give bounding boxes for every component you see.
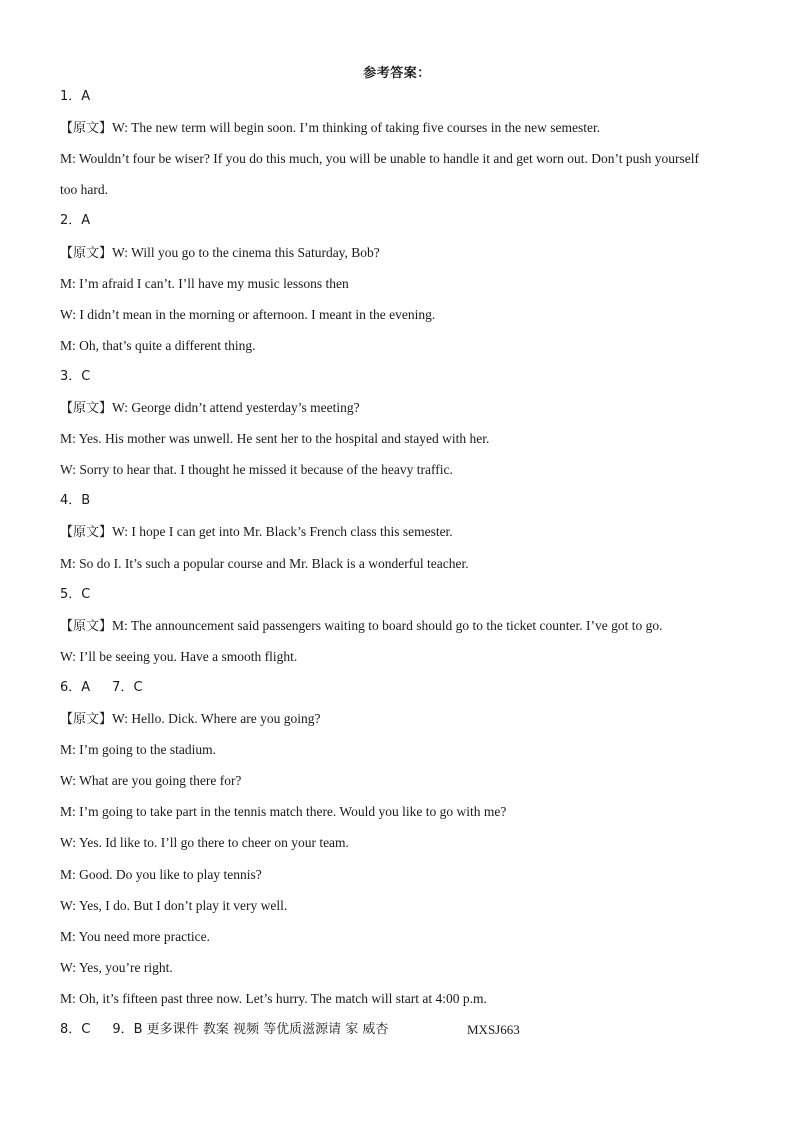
transcript-line xyxy=(60,556,760,572)
transcript-tag: 【原文】 xyxy=(60,618,113,634)
answer-key: 8．C xyxy=(60,1022,91,1037)
transcript-line xyxy=(60,524,760,541)
transcript-text: M: Wouldn’t four be wiser? If you do this much, you will be unable to handle it and get worn out. Don’t push yourself xyxy=(60,151,699,167)
transcript-line xyxy=(60,867,760,883)
answer-number xyxy=(60,1022,760,1038)
transcript-line xyxy=(60,835,760,851)
transcript-tag: 【原文】 xyxy=(60,712,113,727)
transcript-text: W: Yes, you’re right. xyxy=(60,959,173,975)
answer-key-secondary: 7．C xyxy=(112,679,143,695)
transcript-line xyxy=(60,338,760,354)
answer-number xyxy=(60,213,760,229)
transcript-line xyxy=(60,276,760,292)
transcript-text: W: I’ll be seeing you. Have a smooth flight. xyxy=(60,648,298,664)
transcript-text: W: Yes, I do. But I don’t play it very well. xyxy=(60,897,288,913)
answer-key: 6．A xyxy=(60,679,91,695)
page-title: 参考答案： xyxy=(363,66,431,81)
transcript-tag: 【原文】 xyxy=(60,401,113,416)
answer-key-secondary: 9．B 更多课件 教案 视频 等优质滋源请 家 威杏 xyxy=(112,1022,389,1037)
answer-key: 1．A xyxy=(60,89,91,104)
transcript-text: W: What are you going there for? xyxy=(60,773,242,789)
transcript-text: M: Yes. His mother was unwell. He sent her to the hospital and stayed with her. xyxy=(60,431,490,447)
transcript-text: W: George didn’t attend yesterday’s meeting? xyxy=(112,400,360,415)
transcript-line xyxy=(60,711,760,728)
transcript-text: W: Will you go to the cinema this Saturday, Bob? xyxy=(112,244,380,260)
transcript-tag: 【原文】 xyxy=(60,245,113,261)
answer-number xyxy=(60,493,760,509)
transcript-text: M: So do I. It’s such a popular course and Mr. Black is a wonderful teacher. xyxy=(60,555,469,571)
transcript-line xyxy=(60,120,760,137)
answer-key: 4．B xyxy=(60,493,91,509)
transcript-text: W: Yes. Id like to. I’ll go there to cheer on your team. xyxy=(60,835,349,851)
transcript-text: M: Oh, it’s fifteen past three now. Let’s hurry. The match will start at 4:00 p.m. xyxy=(60,990,487,1006)
transcript-text: M: I’m going to the stadium. xyxy=(60,742,216,758)
transcript-line xyxy=(60,742,760,758)
transcript-text: M: I’m going to take part in the tennis match there. Would you like to go with me? xyxy=(60,804,507,820)
transcript-line xyxy=(60,929,760,945)
transcript-line xyxy=(60,462,760,478)
transcript-text: M: The announcement said passengers waiting to board should go to the ticket counter. I’ve got to go. xyxy=(112,617,663,633)
footer-code: MXSJ663 xyxy=(467,1022,520,1037)
transcript-line xyxy=(60,151,760,167)
transcript-tag: 【原文】 xyxy=(60,525,113,541)
transcript-line xyxy=(60,898,760,914)
transcript-text: M: I’m afraid I can’t. I’ll have my music lessons then xyxy=(60,275,349,291)
transcript-line xyxy=(60,773,760,789)
answer-number xyxy=(60,680,760,696)
transcript-text: M: Good. Do you like to play tennis? xyxy=(60,866,262,882)
transcript-text: W: The new term will begin soon. I’m thinking of taking five courses in the new semester. xyxy=(112,120,601,136)
transcript-line xyxy=(60,245,760,262)
transcript-tag: 【原文】 xyxy=(60,121,113,137)
transcript-text: W: I hope I can get into Mr. Black’s French class this semester. xyxy=(112,524,453,540)
transcript-text: W: I didn’t mean in the morning or afternoon. I meant in the evening. xyxy=(60,306,436,322)
answer-number xyxy=(60,89,760,105)
answer-number xyxy=(60,369,760,385)
answer-number xyxy=(60,587,760,603)
transcript-line xyxy=(60,307,760,323)
transcript-text: M: You need more practice. xyxy=(60,928,210,944)
transcript-text: W: Sorry to hear that. I thought he missed it because of the heavy traffic. xyxy=(60,462,453,478)
transcript-text: M: Oh, that’s quite a different thing. xyxy=(60,337,256,353)
transcript-line xyxy=(60,991,760,1007)
answer-key: 2．A xyxy=(60,213,91,229)
transcript-line xyxy=(60,182,760,198)
answer-key: 5．C xyxy=(60,586,91,602)
transcript-line xyxy=(60,618,760,635)
transcript-line xyxy=(60,960,760,976)
transcript-line xyxy=(60,400,760,417)
transcript-line xyxy=(60,804,760,820)
transcript-line xyxy=(60,431,760,447)
transcript-line xyxy=(60,649,760,665)
transcript-text: W: Hello. Dick. Where are you going? xyxy=(112,711,321,726)
answer-key: 3．C xyxy=(60,368,91,384)
transcript-text: too hard. xyxy=(60,182,108,198)
